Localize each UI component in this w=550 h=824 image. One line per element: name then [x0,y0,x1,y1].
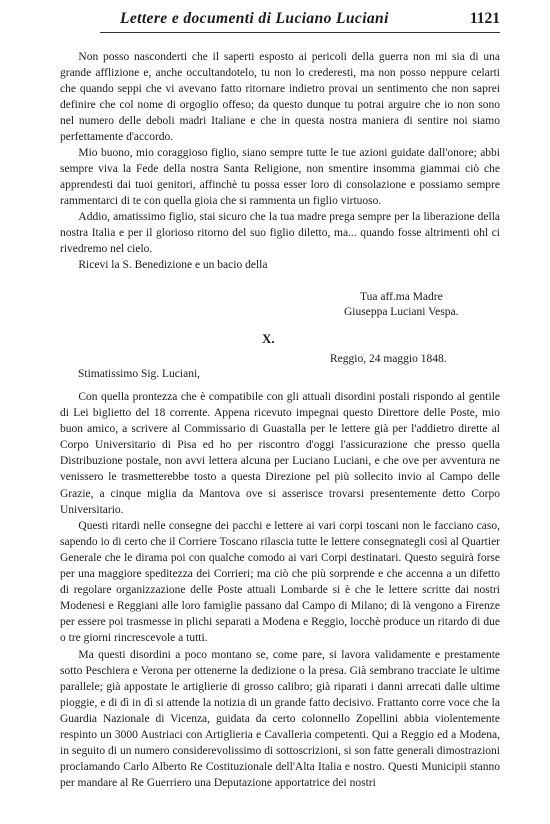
paragraph: Con quella prontezza che è compatibile con gli attuali disordini postali rispondo al gentile di Lei biglietto del 18 corrente. Appena ricevuto impegnai questo Direttore delle Poste, mio buon amico, a scrivere al Commissario di Guastalla per le lettere già per l'addietro dirette al Corpo Universitario di Pisa ed ho per riscontro d'oggi l'assicurazione che presso quella Distribuzione postale, non avvi lettera alcuna per Luciano Luciani, e che ove per avventura ne venissero le trasmetterebbe tosto a questa Direzione pel più sollecito invio al Campo delle Grazie, a cinque miglia da Mantova ove si asserisce trovarsi presentemente detto Corpo Universitario. [60,391,500,516]
paragraph: Questi ritardi nelle consegne dei pacchi e lettere ai vari corpi toscani non le facciano caso, sapendo io di certo che il Corriere Toscano rilascia tutte le lettere consegnategli così al Quartier Generale che le dirama poi con qualche comodo ai vari Corpi destinatari. Questo seguirà forse per una maggiore speditezza dei Corrieri; ma ciò che più sorprende e che accenna a un difetto di regolare organizzazione delle Poste attuali Lombarde si è che le lettere scritte dai nostri Modenesi e Reggiani alle loro famiglie passano dal Campo di Milano; di là vengono a Firenze per essere poi trasmesse in plichi separati a Modena e Reggio, locchè produce un ritardo di due o tre giorni rincrescevole a tutti. [60,519,500,645]
paragraph: Ricevi la S. Benedizione e un bacio della [78,259,268,271]
letter-two-body [60,389,500,791]
page-number: 1121 [469,10,500,27]
paragraph: Mio buono, mio coraggioso figlio, siano sempre tutte le tue azioni guidate dall'onore; abbi sempre viva la Fede della nostra Santa Religione, non smentire insomma giammai ciò che apprendesti dai tuoi genitori, affinchè tu possa esser loro di consolazione e possiamo sempre rammentarci di te con quella gioia che si rammenta un figlio virtuoso. [60,147,500,207]
salutation: Stimatissimo Sig. Luciani, [78,368,201,380]
paragraph: Ma questi disordini a poco montano se, come pare, si lavora validamente e prestamente sotto Peschiera e Verona per ottenerne la dedizione o la presa. Già sembrano tracciate le ultime parallele; già appostate le artiglierie di grosso calibro; già riparati i danni arrecati dalle ultime pioggie, e di dì in dì si attende la notizia di un grande fatto decisivo. Frattanto corre voce che la Guardia Nazionale di Vicenza, guidata da certo colonnello Zopellini abbia violentemente respinto un 3000 Austriaci con Artiglieria e Cavalleria competenti. Qui a Reggio ed a Modena, in seguito di un numero considerevolissimo di sottoscrizioni, si son fatte generali dimostrazioni proclamando Carlo Alberto Re Costituzionale dell'Alta Italia e nostro. Questi Municipii stanno per mandare al Re Guerriero una Deputazione apportatrice dei nostri [60,648,500,790]
section-number: X. [262,331,275,346]
running-title: Lettere e documenti di Luciano Luciani [120,10,389,27]
signature-line-1: Tua aff.ma Madre [360,291,443,303]
paragraph: Non posso nasconderti che il saperti esposto ai pericoli della guerra non mi sia di una grande afflizione e, anche occultandotelo, tu non lo crederesti, ma non posso neppure celarti che quando seppi che vi avevano fatto ritornare indietro provai un sentimento che non saprei definire che col nome di orgoglio offeso; da questo dunque tu potrai arguire che io non sono nel numero delle deboli madri Italiane e che in questa nostra maniera di sentire noi siamo perfettamente d'accordo. [60,51,500,143]
place-date: Reggio, 24 maggio 1848. [330,353,447,365]
running-header [100,10,500,33]
letter-one-body [60,49,500,273]
signature-line-2: Giuseppa Luciani Vespa. [344,306,459,318]
paragraph: Addio, amatissimo figlio, stai sicuro che la tua madre prega sempre per la liberazione della nostra Italia e per il glorioso ritorno del suo figlio diletto, ma... quando fosse altrimenti ohl ci rivedremo nel cielo. [60,211,500,255]
